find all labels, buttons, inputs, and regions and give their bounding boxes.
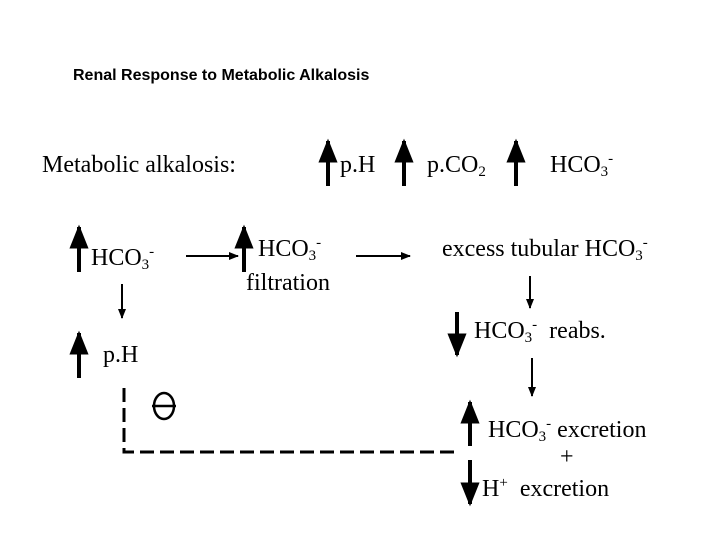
hco3-excretion-text <box>488 416 647 445</box>
pco2-text: p.CO <box>427 152 479 178</box>
h-excretion-suffix: excretion <box>519 476 610 502</box>
excretion-superscript: - <box>546 416 552 432</box>
tubular-superscript: - <box>642 235 648 251</box>
reabs-hco3-text: HCO <box>474 318 525 344</box>
hco3-superscript: - <box>608 151 614 167</box>
tubular-text <box>442 235 648 264</box>
header-ph: p.H <box>340 152 376 178</box>
left-ph: p.H <box>103 342 139 368</box>
header-pco2 <box>427 152 486 180</box>
filtration-hco3-superscript: - <box>316 235 322 251</box>
tubular-label: excess tubular HCO <box>442 236 636 262</box>
negative-feedback-icon <box>152 393 176 419</box>
filtration-label: filtration <box>246 270 330 296</box>
excretion-plus: + <box>560 444 574 470</box>
pco2-subscript: 2 <box>478 164 486 180</box>
left-hco3-subscript: 3 <box>141 257 150 273</box>
reabs-superscript: - <box>532 317 538 333</box>
hco3-text: HCO <box>550 152 601 178</box>
hco3-subscript: 3 <box>600 164 609 180</box>
filtration-hco3-text: HCO <box>258 236 309 262</box>
h-excretion-text <box>482 477 609 501</box>
reabs-subscript: 3 <box>524 330 533 346</box>
reabs-text <box>474 317 606 346</box>
excretion-suffix: excretion <box>557 417 647 443</box>
tubular-subscript: 3 <box>635 248 643 264</box>
h-ion-text: H <box>482 476 500 502</box>
excretion-subscript: 3 <box>538 429 547 445</box>
feedback-dashed-loop <box>124 388 458 452</box>
left-hco3-superscript: - <box>149 244 155 260</box>
filtration-hco3 <box>258 235 322 264</box>
left-hco3 <box>91 244 155 273</box>
filtration-hco3-subscript: 3 <box>308 248 317 264</box>
diagram-title: Renal Response to Metabolic Alkalosis <box>73 67 370 84</box>
header-label: Metabolic alkalosis: <box>42 152 236 178</box>
h-ion-superscript: + <box>499 475 508 491</box>
header-hco3 <box>550 151 614 180</box>
excretion-hco3-text: HCO <box>488 417 539 443</box>
left-hco3-text: HCO <box>91 245 142 271</box>
reabs-suffix: reabs. <box>549 318 606 344</box>
